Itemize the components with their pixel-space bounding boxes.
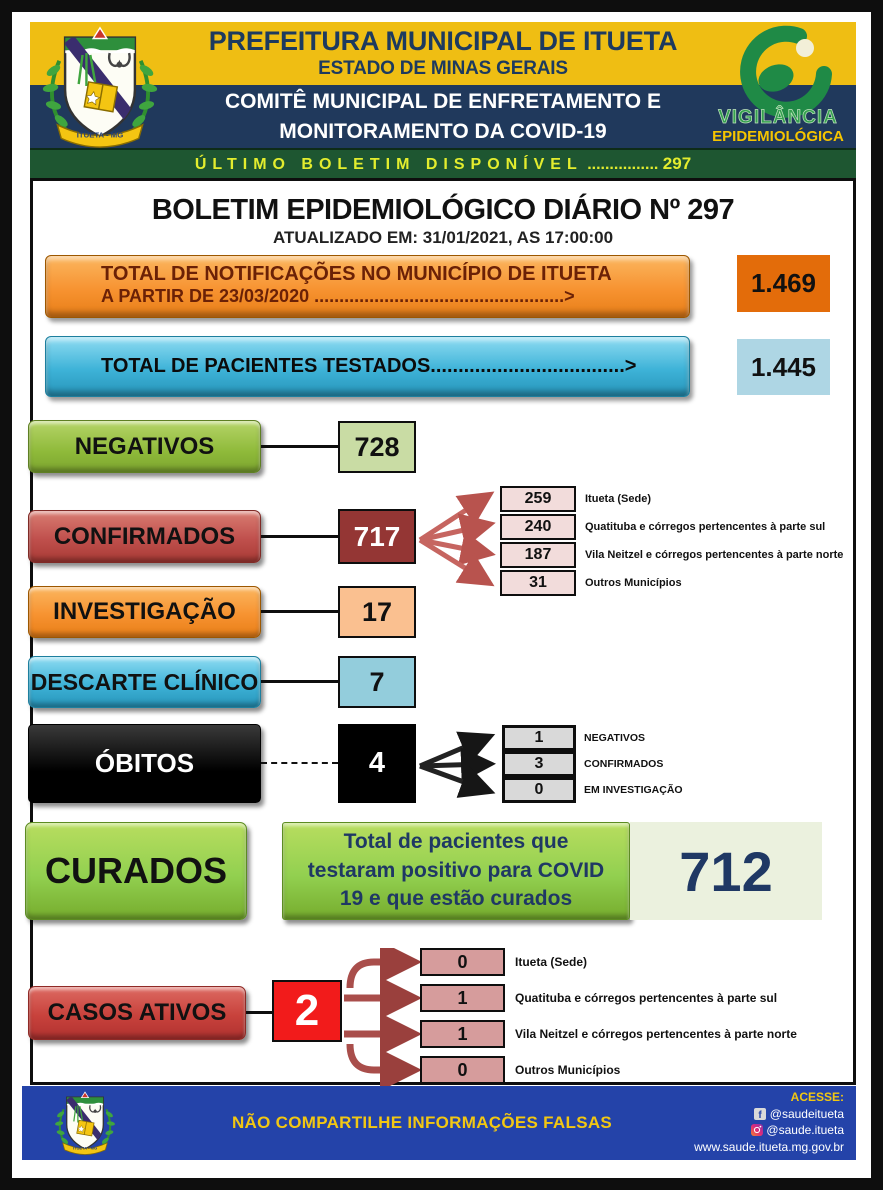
tested-label: TOTAL DE PACIENTES TESTADOS...................................> (101, 355, 637, 377)
confirmados-breakdown-label: Quatituba e córregos pertencentes à parte sul (585, 521, 826, 533)
casos-ativos-breakdown-value: 0 (420, 1056, 505, 1084)
investigacao-connector (261, 610, 338, 613)
obitos-dashed-connector (261, 762, 338, 764)
obitos-breakdown-value: 1 (502, 725, 576, 751)
descarte-clinico-button: DESCARTE CLÍNICO (28, 656, 261, 708)
instagram-link[interactable] (694, 1122, 844, 1139)
vigilancia-epidemiologica-logo (702, 24, 854, 148)
last-bulletin-label: ÚLTIMO BOLETIM DISPONÍVEL (194, 156, 583, 173)
casos-ativos-arrows (342, 948, 422, 1088)
obitos-breakdown-label: CONFIRMADOS (584, 758, 664, 770)
epidemiologica-text: EPIDEMIOLÓGICA (712, 128, 844, 145)
casos-ativos-breakdown-label: Vila Neitzel e córregos pertencentes à parte norte (515, 1027, 797, 1041)
footer-coat-of-arms (52, 1090, 118, 1156)
obitos-breakdown-value: 0 (502, 777, 576, 803)
committee-line2: MONITORAMENTO DA COVID-19 (279, 120, 607, 143)
descarte-connector (261, 680, 338, 683)
itueta-coat-of-arms (40, 24, 160, 150)
acesse-label: ACESSE: (790, 1090, 844, 1104)
negativos-value: 728 (338, 421, 416, 473)
bulletin-title: BOLETIM EPIDEMIOLÓGICO DIÁRIO Nº 297 (151, 194, 735, 226)
casos-ativos-breakdown-value: 1 (420, 1020, 505, 1048)
prefeitura-title: PREFEITURA MUNICIPAL DE ITUETA (208, 26, 678, 56)
casos-ativos-value: 2 (272, 980, 342, 1042)
last-bulletin-dots: ................ (587, 156, 659, 173)
footer (22, 1086, 856, 1160)
obitos-breakdown-value: 3 (502, 751, 576, 777)
confirmados-breakdown-label: Outros Municípios (585, 577, 682, 589)
notifications-bar (45, 255, 690, 318)
casos-ativos-breakdown-value: 0 (420, 948, 505, 976)
casos-ativos-breakdown-label: Outros Municípios (515, 1063, 621, 1077)
facebook-link[interactable] (694, 1106, 844, 1123)
svg-text:f: f (758, 1109, 763, 1120)
casos-ativos-breakdown-label: Quatituba e córregos pertencentes à parte sul (515, 991, 778, 1005)
last-bulletin-number: 297 (662, 154, 692, 173)
last-bulletin-line (30, 150, 856, 178)
committee-line1: COMITÊ MUNICIPAL DE ENFRETAMENTO E (225, 90, 661, 113)
vigilancia-text: VIGILÂNCIA (718, 107, 838, 128)
confirmados-breakdown-label: Vila Neitzel e córregos pertencentes à parte norte (585, 549, 844, 561)
instagram-handle: @saude.itueta (766, 1123, 844, 1137)
tested-value: 1.445 (737, 339, 830, 395)
instagram-icon (751, 1124, 763, 1136)
confirmados-arrows (416, 484, 500, 600)
header (30, 22, 856, 178)
obitos-button: ÓBITOS (28, 724, 261, 803)
coat-ribbon-text: ITUETA - MG (76, 130, 124, 140)
confirmados-value: 717 (338, 509, 416, 564)
confirmados-breakdown-value: 187 (500, 542, 576, 568)
bulletin-updated: ATUALIZADO EM: 31/01/2021, AS 17:00:00 (272, 228, 614, 247)
casos-ativos-connector (246, 1011, 272, 1014)
confirmados-connector (261, 535, 338, 538)
tested-bar (45, 336, 690, 397)
confirmados-breakdown-value: 31 (500, 570, 576, 596)
estado-subtitle: ESTADO DE MINAS GERAIS (318, 58, 568, 79)
confirmados-breakdown-value: 259 (500, 486, 576, 512)
obitos-value: 4 (338, 724, 416, 803)
footer-message: NÃO COMPARTILHE INFORMAÇÕES FALSAS (231, 1113, 613, 1132)
notifications-line1: TOTAL DE NOTIFICAÇÕES NO MUNICÍPIO DE ITUETA (101, 263, 612, 285)
casos-ativos-breakdown-value: 1 (420, 984, 505, 1012)
confirmados-breakdown-label: Itueta (Sede) (585, 493, 652, 505)
confirmados-button: CONFIRMADOS (28, 510, 261, 563)
notifications-value: 1.469 (737, 255, 830, 312)
curados-description: Total de pacientes que testaram positivo para COVID 19 e que estão curados (282, 822, 630, 920)
investigacao-value: 17 (338, 586, 416, 638)
descarte-value: 7 (338, 656, 416, 708)
casos-ativos-breakdown-label: Itueta (Sede) (515, 955, 588, 969)
obitos-breakdown-label: NEGATIVOS (584, 732, 646, 744)
footer-links (694, 1089, 844, 1155)
negativos-connector (261, 445, 338, 448)
facebook-handle: @saudeitueta (769, 1106, 844, 1121)
notifications-line2: A PARTIR DE 23/03/2020 ..................................................> (101, 286, 575, 306)
investigacao-button: INVESTIGAÇÃO (28, 586, 261, 638)
obitos-breakdown-label: EM INVESTIGAÇÃO (584, 784, 683, 796)
website-link[interactable]: www.saude.itueta.mg.gov.br (694, 1139, 844, 1154)
obitos-arrows (416, 724, 500, 808)
header-green-band (30, 148, 856, 178)
facebook-icon (754, 1108, 766, 1120)
casos-ativos-button: CASOS ATIVOS (28, 986, 246, 1040)
curados-value: 712 (630, 822, 822, 920)
negativos-button: NEGATIVOS (28, 420, 261, 473)
confirmados-breakdown-value: 240 (500, 514, 576, 540)
curados-button: CURADOS (25, 822, 247, 920)
